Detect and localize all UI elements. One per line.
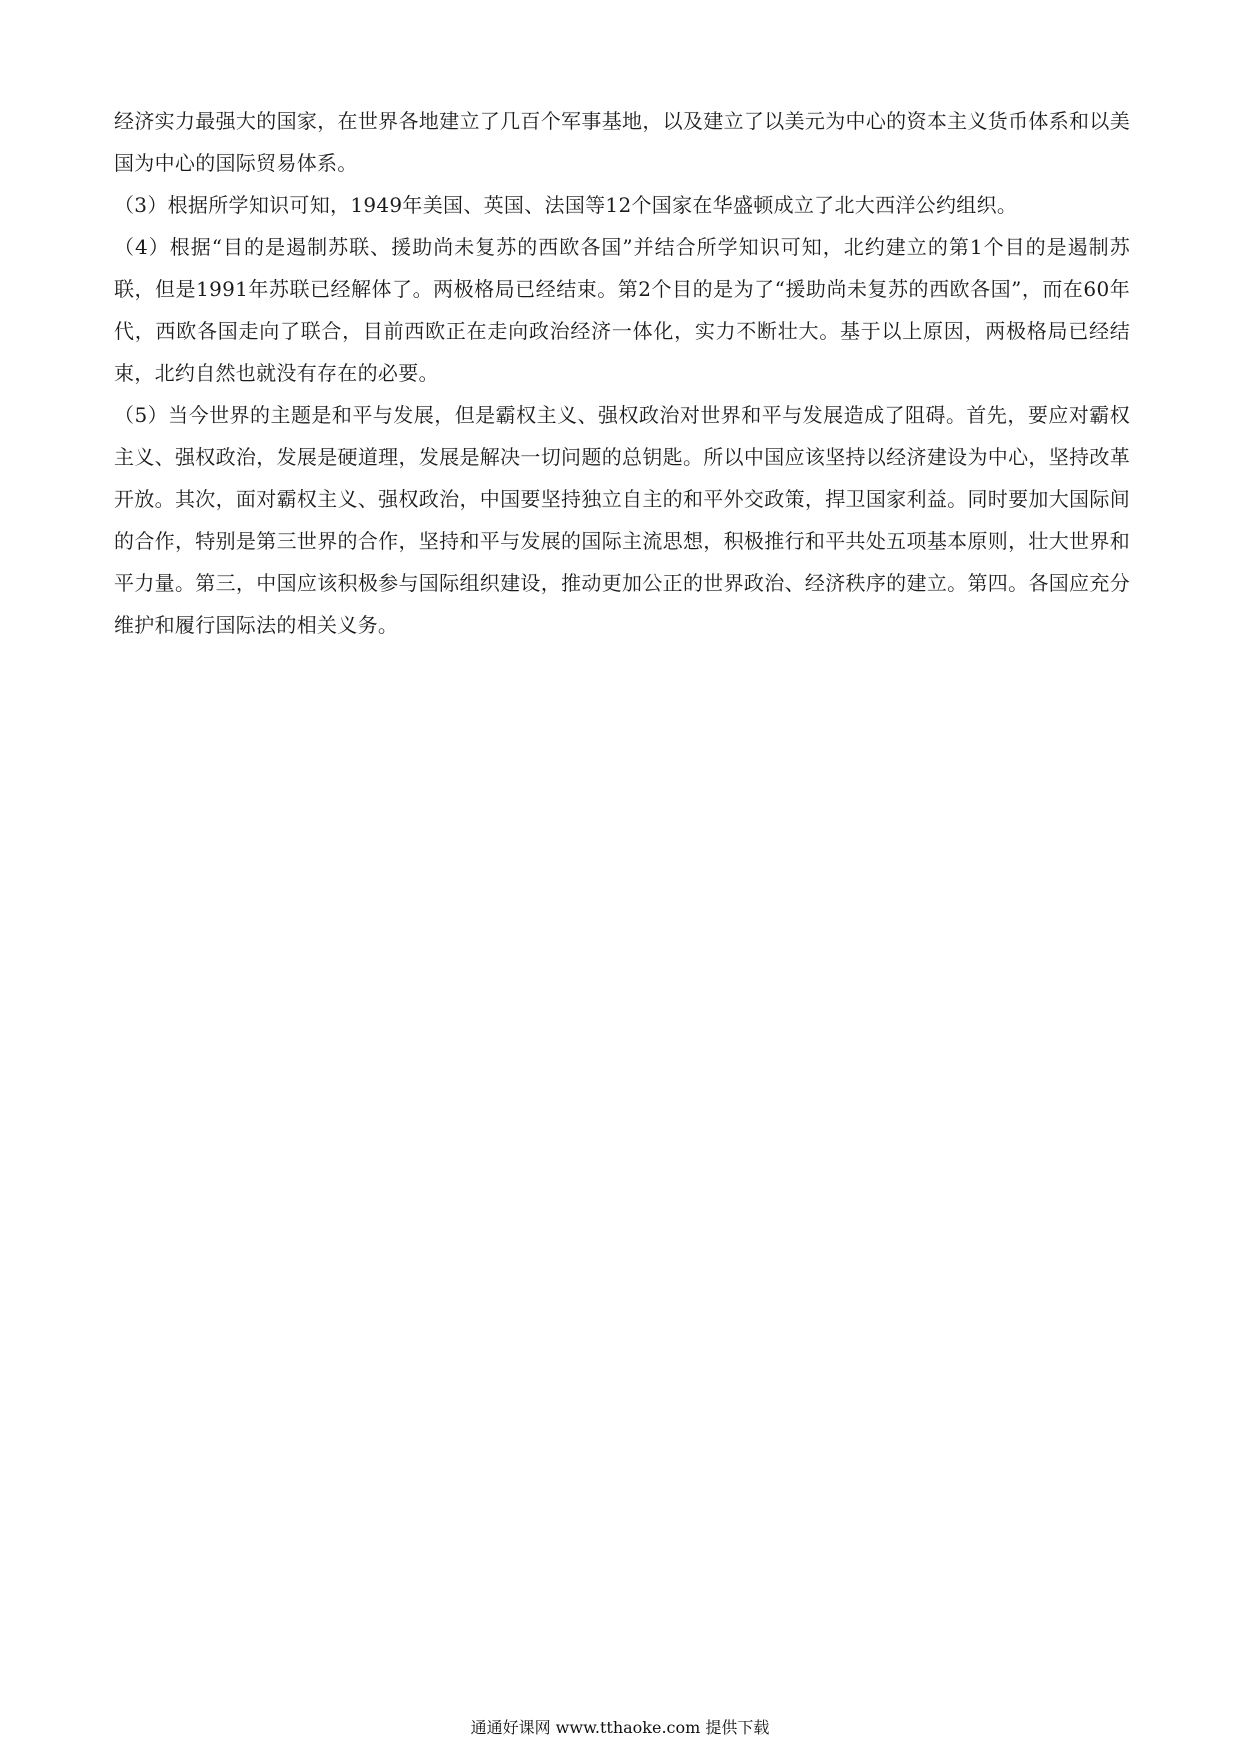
paragraph-answer-4: （4）根据“目的是遏制苏联、援助尚未复苏的西欧各国”并结合所学知识可知，北约建立的第1个目的是遏制苏联，但是1991年苏联已经解体了。两极格局已经结束。第2个目的是为了“援助尚未复苏的西欧各国”，而在60年代，西欧各国走向了联合，目前西欧正在走向政治经济一体化，实力不断壮大。基于以上原因，两极格局已经结束，北约自然也就没有存在的必要。 xyxy=(114,235,1130,385)
page-footer: 通通好课网 www.tthaoke.com 提供下载 xyxy=(470,1718,770,1737)
paragraph-answer-3: （3）根据所学知识可知，1949年美国、英国、法国等12个国家在华盛顿成立了北大西洋公约组织。 xyxy=(114,193,1018,217)
paragraph-answer-5: （5）当今世界的主题是和平与发展，但是霸权主义、强权政治对世界和平与发展造成了阻碍。首先，要应对霸权主义、强权政治，发展是硬道理，发展是解决一切问题的总钥匙。所以中国应该坚持以经济建设为中心，坚持改革开放。其次，面对霸权主义、强权政治，中国要坚持独立自主的和平外交政策，捍卫国家利益。同时要加大国际间的合作，特别是第三世界的合作，坚持和平与发展的国际主流思想，积极推行和平共处五项基本原则，壮大世界和平力量。第三，中国应该积极参与国际组织建设，推动更加公正的世界政治、经济秩序的建立。第四。各国应充分维护和履行国际法的相关义务。 xyxy=(114,403,1130,637)
document-body xyxy=(114,100,1130,646)
paragraph-continued: 经济实力最强大的国家，在世界各地建立了几百个军事基地，以及建立了以美元为中心的资本主义货币体系和以美国为中心的国际贸易体系。 xyxy=(114,109,1130,175)
